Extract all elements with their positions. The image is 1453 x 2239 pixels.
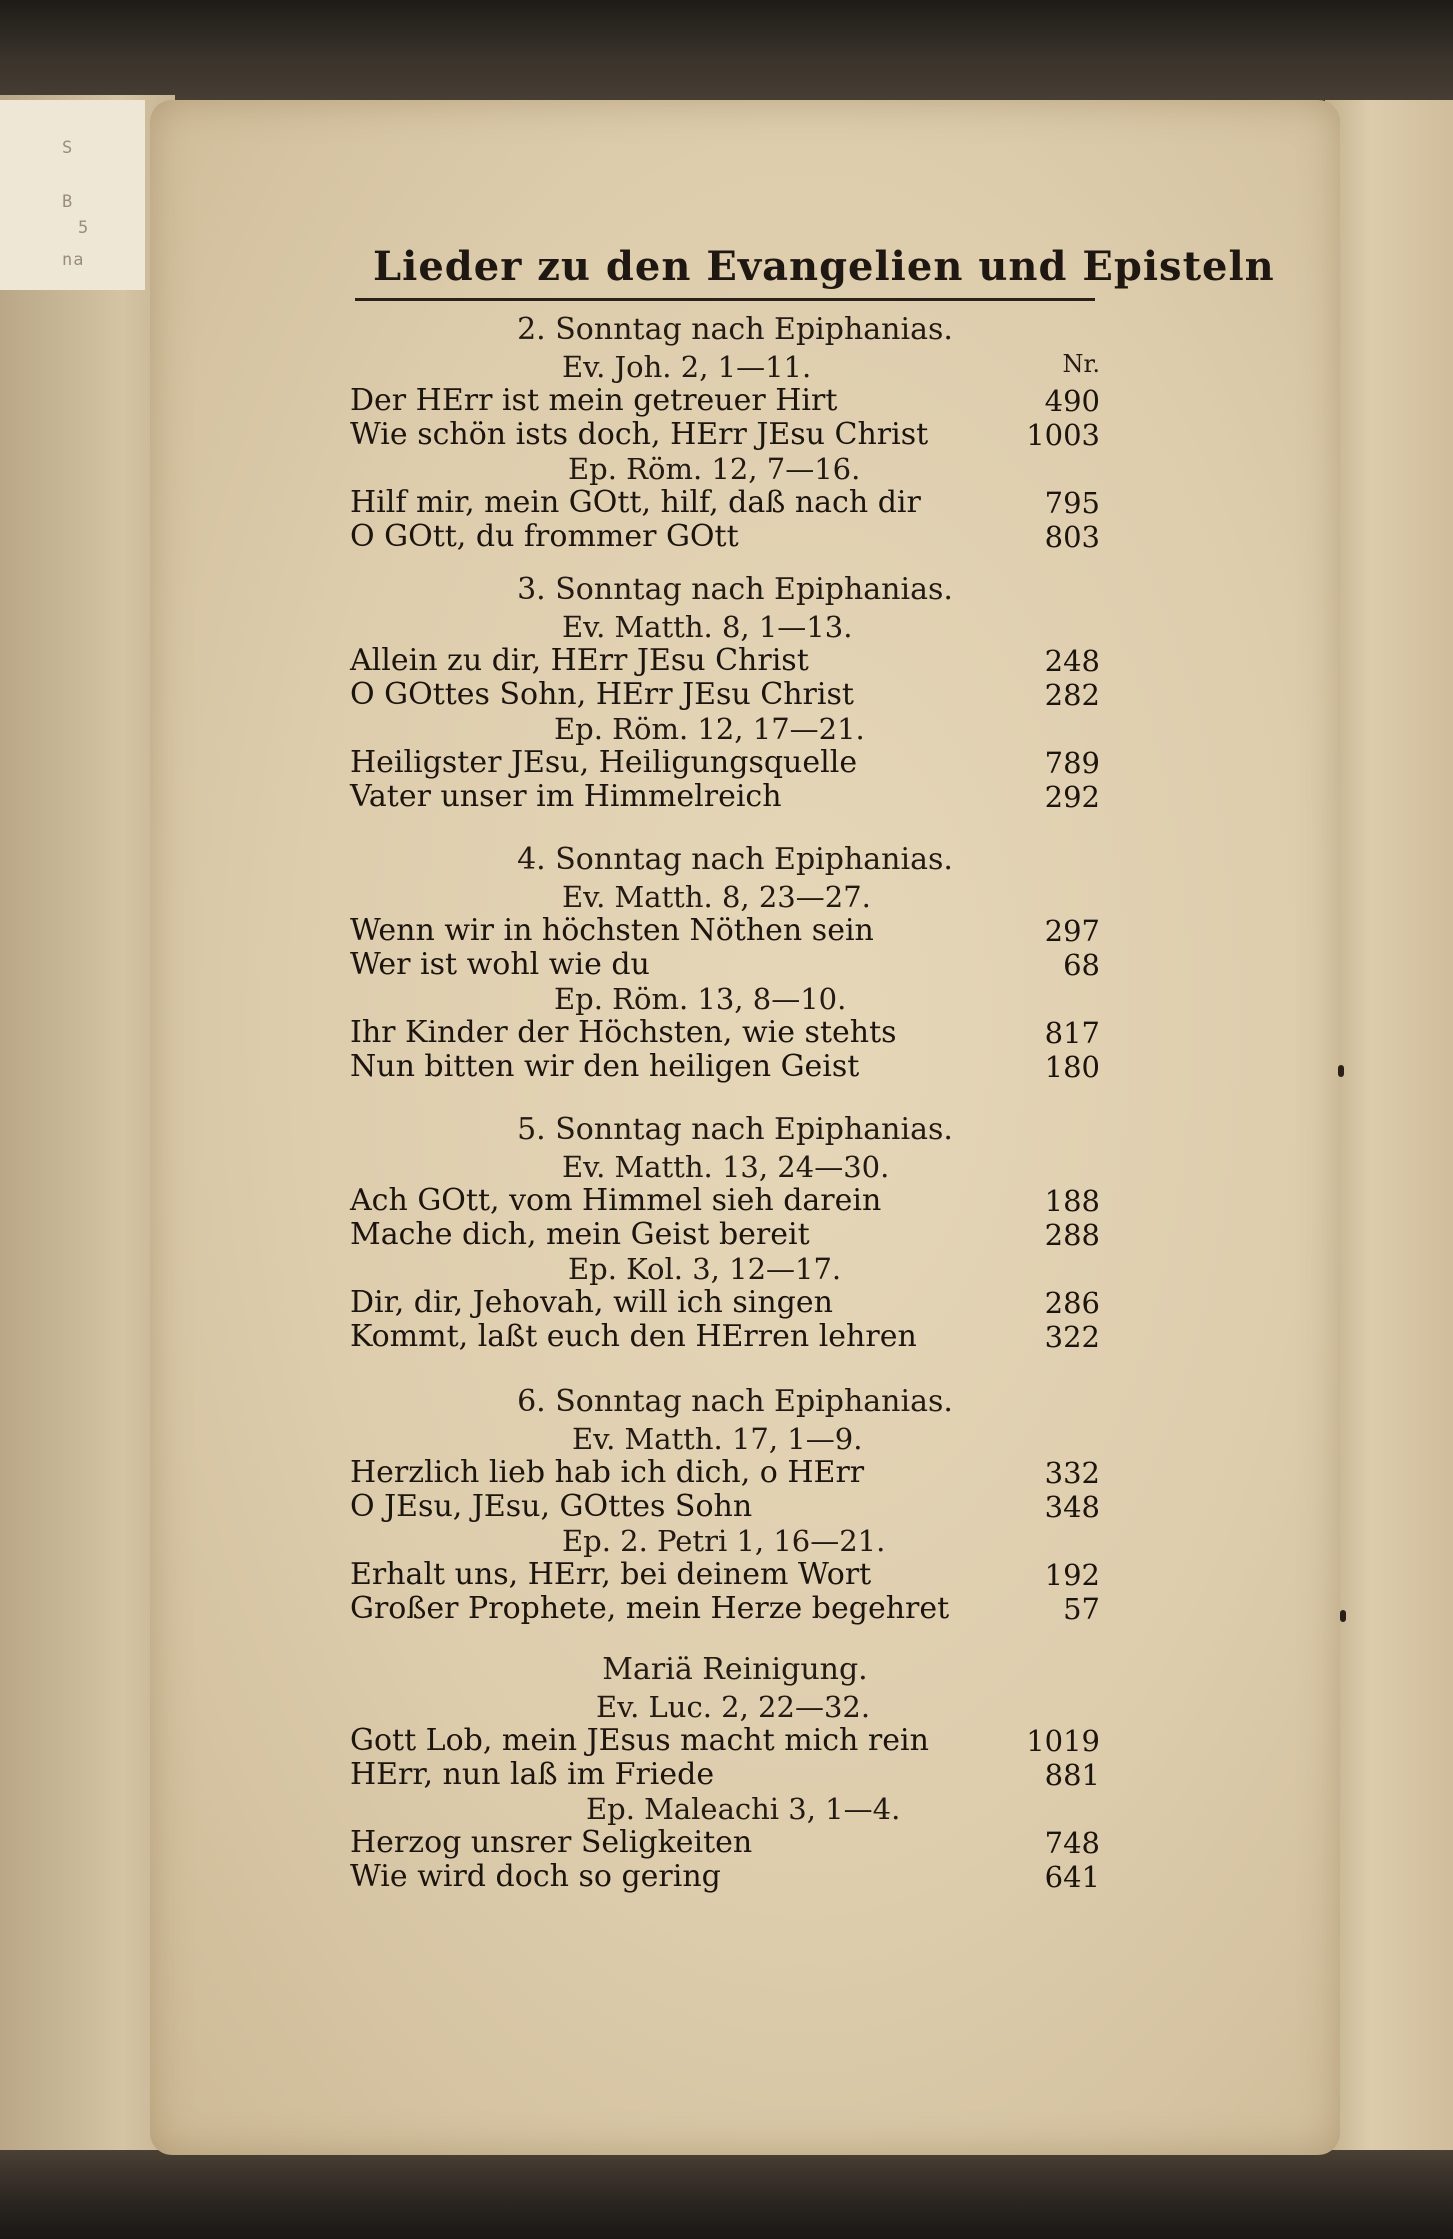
hymn-number: 817 <box>1044 1016 1100 1050</box>
hymn-number: 490 <box>1044 384 1100 418</box>
hymn-number: 282 <box>1044 678 1100 712</box>
hymn-title: Dir, dir, Jehovah, will ich singen <box>350 1285 833 1320</box>
hymn-number: 803 <box>1044 520 1100 554</box>
epistle-reference: Ep. Maleachi 3, 1—4. <box>586 1792 901 1826</box>
hymn-title: Wie wird doch so gering <box>350 1859 721 1894</box>
section-title: 2. Sonntag nach Epiphanias. <box>517 312 953 347</box>
hymn-row <box>340 746 1130 780</box>
feast-section <box>340 1650 1130 1894</box>
hymn-row <box>340 1490 1130 1524</box>
gospel-reference: Ev. Luc. 2, 22—32. <box>596 1690 871 1724</box>
hymn-number: 180 <box>1044 1050 1100 1084</box>
hymn-title: Wer ist wohl wie du <box>350 947 650 982</box>
right-page-edge <box>1325 100 1453 2155</box>
hymn-row <box>340 384 1130 418</box>
hymn-row <box>340 1826 1130 1860</box>
hymn-number: 789 <box>1044 746 1100 780</box>
hymn-row <box>340 1016 1130 1050</box>
gospel-reference: Ev. Matth. 17, 1—9. <box>572 1422 863 1456</box>
epistle-reference: Ep. Kol. 3, 12—17. <box>568 1252 842 1286</box>
gospel-reference: Ev. Matth. 8, 23—27. <box>562 880 871 914</box>
hymn-row <box>340 486 1130 520</box>
hymn-row <box>340 678 1130 712</box>
hymn-title: Allein zu dir, HErr JEsu Christ <box>350 643 809 678</box>
hymn-number: 288 <box>1044 1218 1100 1252</box>
spine-label-text: S <box>62 138 74 158</box>
book-binding-bottom <box>0 2150 1453 2239</box>
book-binding-top <box>0 0 1453 110</box>
hymn-row <box>340 1184 1130 1218</box>
hymn-title: Erhalt uns, HErr, bei deinem Wort <box>350 1557 872 1592</box>
hymn-row <box>340 1592 1130 1626</box>
gospel-reference: Ev. Joh. 2, 1—11. <box>562 350 812 384</box>
hymn-number: 297 <box>1044 914 1100 948</box>
hymn-title: O GOttes Sohn, HErr JEsu Christ <box>350 677 854 712</box>
hymn-number: 192 <box>1044 1558 1100 1592</box>
sunday-section <box>340 840 1130 1084</box>
hymn-number: 348 <box>1044 1490 1100 1524</box>
epistle-reference: Ep. 2. Petri 1, 16—21. <box>562 1524 886 1558</box>
hymn-number: 57 <box>1063 1592 1100 1626</box>
epistle-reference: Ep. Röm. 12, 17—21. <box>554 712 865 746</box>
hymn-title: O GOtt, du frommer GOtt <box>350 519 739 554</box>
hymn-number: 286 <box>1044 1286 1100 1320</box>
hymn-title: Gott Lob, mein JEsus macht mich rein <box>350 1723 929 1758</box>
hymn-title: Nun bitten wir den heiligen Geist <box>350 1049 860 1084</box>
hymn-number: 1003 <box>1026 418 1100 452</box>
hymn-title: Vater unser im Himmelreich <box>350 779 782 814</box>
hymn-title: Mache dich, mein Geist bereit <box>350 1217 810 1252</box>
sunday-section <box>340 570 1130 814</box>
hymn-row <box>340 1724 1130 1758</box>
gospel-reference: Ev. Matth. 13, 24—30. <box>562 1150 890 1184</box>
hymn-title: Heiligster JEsu, Heiligungsquelle <box>350 745 858 780</box>
number-column-label: Nr. <box>1062 350 1100 378</box>
hymn-number: 1019 <box>1026 1724 1100 1758</box>
hymn-row <box>340 644 1130 678</box>
section-title: 5. Sonntag nach Epiphanias. <box>517 1112 953 1147</box>
hymn-row <box>340 1758 1130 1792</box>
hymn-row <box>340 520 1130 554</box>
hymn-number: 795 <box>1044 486 1100 520</box>
page-speck <box>1340 1610 1346 1622</box>
hymn-row <box>340 1218 1130 1252</box>
gospel-reference: Ev. Matth. 8, 1—13. <box>562 610 853 644</box>
section-title: 6. Sonntag nach Epiphanias. <box>517 1384 953 1419</box>
sunday-section <box>340 1382 1130 1626</box>
left-page-edge <box>0 95 175 2155</box>
page-title: Lieder zu den Evangelien und Episteln <box>373 243 1275 290</box>
hymn-number: 322 <box>1044 1320 1100 1354</box>
hymn-row <box>340 418 1130 452</box>
hymn-title: Kommt, laßt euch den HErren lehren <box>350 1319 917 1354</box>
hymn-number: 748 <box>1044 1826 1100 1860</box>
spine-label-text: B <box>62 192 74 212</box>
hymn-title: Großer Prophete, mein Herze begehret <box>350 1591 950 1626</box>
section-title: 3. Sonntag nach Epiphanias. <box>517 572 953 607</box>
section-title: 4. Sonntag nach Epiphanias. <box>517 842 953 877</box>
hymn-row <box>340 1320 1130 1354</box>
hymn-title: Der HErr ist mein getreuer Hirt <box>350 383 838 418</box>
hymn-row <box>340 914 1130 948</box>
hymn-row <box>340 1860 1130 1894</box>
hymn-number: 292 <box>1044 780 1100 814</box>
sunday-section <box>340 310 1130 554</box>
hymn-title: Wie schön ists doch, HErr JEsu Christ <box>350 417 929 452</box>
hymn-title: Ihr Kinder der Höchsten, wie stehts <box>350 1015 897 1050</box>
spine-label <box>0 100 145 290</box>
hymn-number: 881 <box>1044 1758 1100 1792</box>
page-header <box>355 238 1275 301</box>
hymn-title: O JEsu, JEsu, GOttes Sohn <box>350 1489 753 1524</box>
hymn-number: 641 <box>1044 1860 1100 1894</box>
hymn-title: HErr, nun laß im Friede <box>350 1757 715 1792</box>
hymn-number: 68 <box>1063 948 1100 982</box>
spine-label-text: na <box>62 250 85 270</box>
hymn-title: Herzog unsrer Seligkeiten <box>350 1825 753 1860</box>
hymn-row <box>340 1558 1130 1592</box>
spine-label-text: 5 <box>78 218 90 238</box>
hymn-row <box>340 780 1130 814</box>
hymn-title: Herzlich lieb hab ich dich, o HErr <box>350 1455 865 1490</box>
sunday-section <box>340 1110 1130 1354</box>
page-speck <box>1338 1065 1344 1077</box>
hymn-number: 332 <box>1044 1456 1100 1490</box>
epistle-reference: Ep. Röm. 13, 8—10. <box>554 982 847 1016</box>
hymn-number: 248 <box>1044 644 1100 678</box>
hymn-row <box>340 1456 1130 1490</box>
section-title: Mariä Reinigung. <box>602 1652 868 1687</box>
hymn-title: Wenn wir in höchsten Nöthen sein <box>350 913 874 948</box>
hymn-title: Hilf mir, mein GOtt, hilf, daß nach dir <box>350 485 921 520</box>
hymn-row <box>340 1286 1130 1320</box>
hymn-row <box>340 948 1130 982</box>
hymn-title: Ach GOtt, vom Himmel sieh darein <box>350 1183 882 1218</box>
epistle-reference: Ep. Röm. 12, 7—16. <box>568 452 861 486</box>
hymn-row <box>340 1050 1130 1084</box>
hymn-number: 188 <box>1044 1184 1100 1218</box>
